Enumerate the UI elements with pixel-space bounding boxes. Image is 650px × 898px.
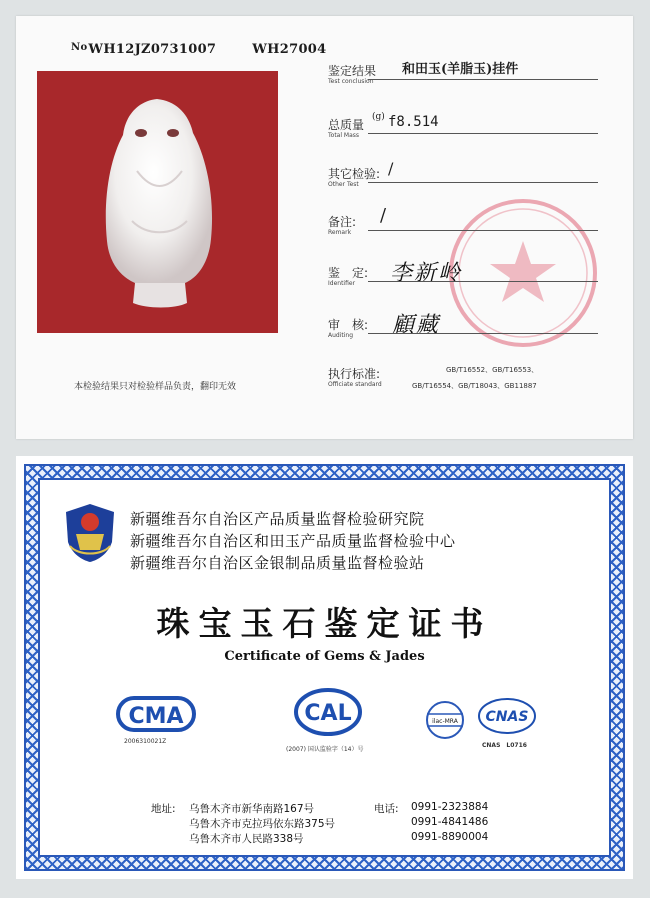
remark-label: 备注: (328, 215, 357, 229)
address-line-1: 乌鲁木齐市新华南路167号 (189, 803, 315, 815)
cma-number: 2006310021Z (124, 738, 167, 745)
cma-logo-text: CMA (128, 704, 184, 729)
certificate-title: 珠宝玉石鉴定证书 (156, 604, 493, 643)
auditing-label: 审 核: (328, 318, 369, 332)
address-line-2: 乌鲁木齐市克拉玛依东路375号 (189, 818, 336, 830)
certificate-number: WH12JZ0731007 (88, 42, 217, 57)
remark-value: / (380, 205, 387, 226)
other-test-underline (368, 182, 598, 183)
standard-line-1: GB/T16552、GB/T16553、 (446, 366, 539, 374)
address-line-3: 乌鲁木齐市人民路338号 (189, 833, 304, 845)
cnas-number: CNAS L0716 (482, 742, 527, 749)
conclusion-en-label: Test conclusion (328, 78, 374, 85)
cal-logo (292, 686, 364, 738)
identifier-label: 鉴 定: (328, 266, 369, 280)
field-other-test (328, 159, 598, 188)
mass-unit: (g) (372, 112, 385, 122)
jade-pendant-image (37, 71, 278, 333)
other-test-en-label: Other Test (328, 181, 359, 188)
institution-name-3: 新疆维吾尔自治区金银制品质量监督检验站 (130, 554, 425, 572)
remark-underline (368, 230, 598, 231)
cnas-logo (476, 696, 538, 736)
field-remark (328, 205, 598, 236)
field-standard (328, 363, 598, 390)
institution-name-1: 新疆维吾尔自治区产品质量监督检验研究院 (130, 510, 425, 528)
cnas-logo-text: CNAS (485, 709, 529, 725)
number-prefix: No (71, 42, 88, 53)
phone-1: 0991-2323884 (411, 801, 489, 813)
field-identifier (328, 261, 598, 287)
phone-2: 0991-4841486 (411, 816, 489, 828)
mass-underline (368, 133, 598, 134)
phone-3: 0991-8890004 (411, 831, 489, 843)
mass-en-label: Total Mass (328, 132, 360, 139)
identifier-underline (368, 281, 598, 282)
other-test-label: 其它检验: (328, 167, 381, 181)
conclusion-underline (368, 79, 598, 80)
ilac-logo-text: ilac-MRA (432, 718, 458, 725)
certificate-detail-card (16, 16, 633, 439)
certificate-subtitle: Certificate of Gems & Jades (224, 649, 425, 664)
ilac-mra-logo (420, 698, 470, 742)
auditing-signature: 顧藏 (392, 313, 441, 338)
photo-disclaimer: 本检验结果只对检验样品负责，翻印无效 (74, 382, 237, 392)
field-total-mass (328, 112, 598, 139)
address-label: 地址: (151, 803, 176, 815)
jade-pendant-photo (37, 71, 278, 333)
institution-name-2: 新疆维吾尔自治区和田玉产品质量监督检验中心 (130, 532, 456, 550)
auditing-en-label: Auditing (328, 332, 354, 339)
cal-logo-text: CAL (304, 701, 352, 726)
remark-en-label: Remark (328, 229, 352, 236)
mass-label: 总质量 (328, 118, 365, 132)
field-auditing (328, 313, 598, 339)
certificate-cover-card (16, 456, 633, 879)
field-test-conclusion (328, 60, 598, 85)
phone-label: 电话: (374, 803, 399, 815)
standard-line-2: GB/T16554、GB/T18043、GB11887 (412, 382, 537, 390)
conclusion-value: 和田玉(羊脂玉)挂件 (402, 62, 519, 77)
standard-label: 执行标准: (328, 367, 381, 381)
conclusion-label: 鉴定结果 (328, 64, 377, 78)
mass-value: f8.514 (388, 114, 439, 130)
identifier-en-label: Identifier (328, 280, 356, 287)
certificate-number-line (71, 42, 326, 57)
code-number: WH27004 (252, 42, 327, 57)
identifier-signature: 李新岭 (390, 261, 463, 286)
cal-number: (2007) 国认监验字（14）号 (286, 746, 364, 753)
cma-logo (116, 694, 196, 734)
auditing-underline (368, 333, 598, 334)
standard-en-label: Officiate standard (328, 381, 382, 388)
institution-emblem-icon (64, 502, 116, 564)
other-test-value: / (388, 159, 394, 178)
